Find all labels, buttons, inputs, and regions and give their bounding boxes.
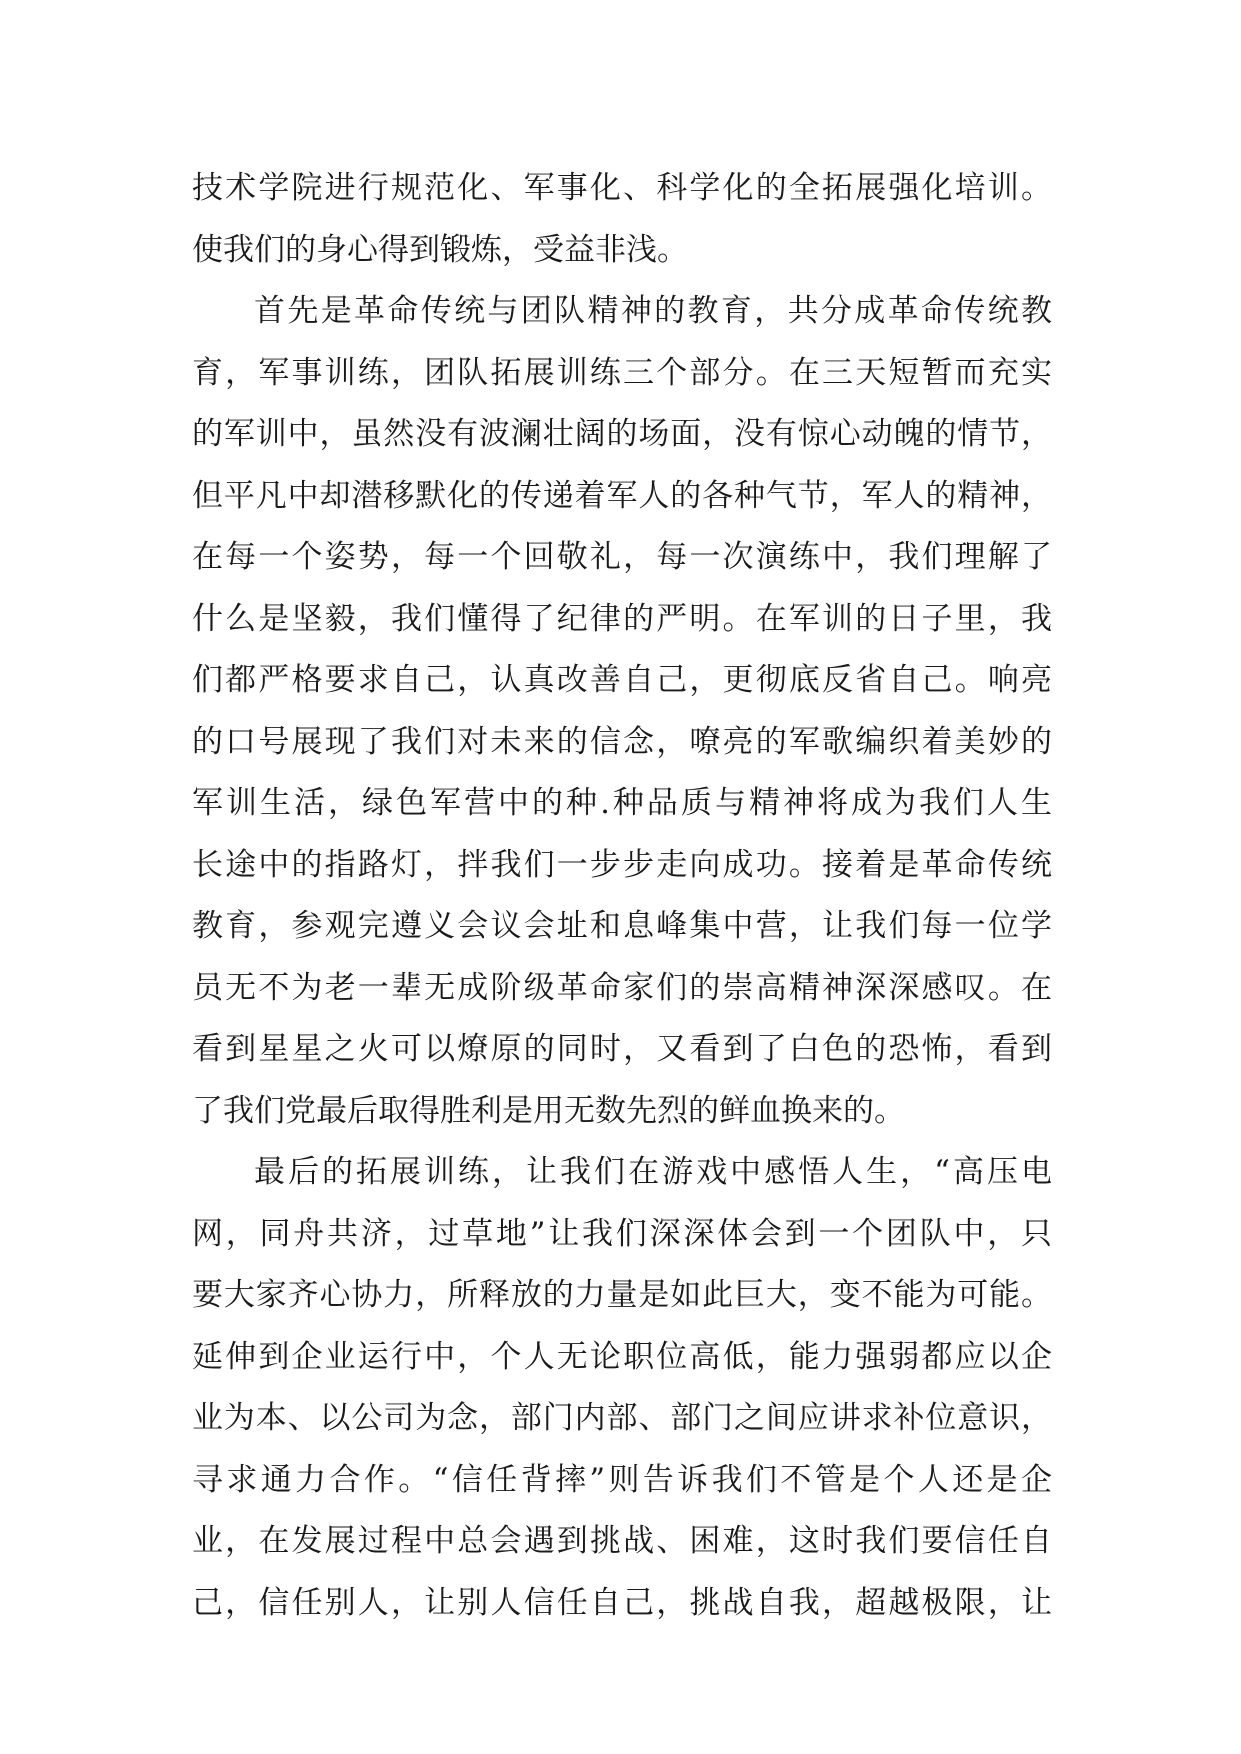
text-line: 的口号展现了我们对未来的信念，嘹亮的军歌编织着美妙的 (192, 723, 1052, 760)
text-line: 业为本、以公司为念，部门内部、部门之间应讲求补位意识， (192, 1400, 1052, 1436)
text-line: 什么是坚毅，我们懂得了纪律的严明。在军训的日子里，我 (192, 600, 1052, 637)
text-line: 育，军事训练，团队拓展训练三个部分。在三天短暂而充实 (192, 354, 1052, 391)
text-line: 们都严格要求自己，认真改善自己，更彻底反省自己。响亮 (192, 662, 1052, 698)
text-line: 业，在发展过程中总会遇到挑战、困难，这时我们要信任自 (192, 1523, 1052, 1559)
text-line: 技术学院进行规范化、军事化、科学化的全拓展强化培训。 (192, 170, 1052, 206)
text-line: 军训生活，绿色军营中的种.种品质与精神将成为我们人生 (192, 785, 1052, 821)
text-line: 要大家齐心协力，所释放的力量是如此巨大，变不能为可能。 (192, 1277, 1052, 1313)
text-line: 在每一个姿势，每一个回敬礼，每一次演练中，我们理解了 (192, 539, 1052, 575)
text-line: 己，信任别人，让别人信任自己，挑战自我，超越极限，让 (192, 1584, 1052, 1621)
text-line: 看到星星之火可以燎原的同时，又看到了白色的恐怖，看到 (192, 1031, 1052, 1067)
text-line: 延伸到企业运行中，个人无论职位高低，能力强弱都应以企 (192, 1338, 1052, 1375)
paragraph-first-line: 首先是革命传统与团队精神的教育，共分成革命传统教 (254, 293, 1052, 329)
text-line: 网，同舟共济，过草地”让我们深深体会到一个团队中，只 (192, 1215, 1052, 1252)
text-line: 的军训中，虽然没有波澜壮阔的场面，没有惊心动魄的情节， (192, 416, 1052, 452)
text-line: 员无不为老一辈无成阶级革命家们的崇高精神深深感叹。在 (192, 969, 1052, 1006)
text-line: 长途中的指路灯，拌我们一步步走向成功。接着是革命传统 (192, 846, 1052, 883)
text-line: 但平凡中却潜移默化的传递着军人的各种气节，军人的精神， (192, 477, 1052, 514)
paragraph-first-line: 最后的拓展训练，让我们在游戏中感悟人生，“高压电 (254, 1154, 1052, 1190)
text-line: 寻求通力合作。“信任背摔”则告诉我们不管是个人还是企 (192, 1461, 1052, 1498)
text-line: 教育，参观完遵义会议会址和息峰集中营，让我们每一位学 (192, 908, 1052, 944)
text-line: 了我们党最后取得胜利是用无数先烈的鲜血换来的。 (192, 1092, 905, 1129)
body-text (192, 158, 1052, 1634)
text-line: 使我们的身心得到锻炼，受益非浅。 (192, 231, 688, 268)
